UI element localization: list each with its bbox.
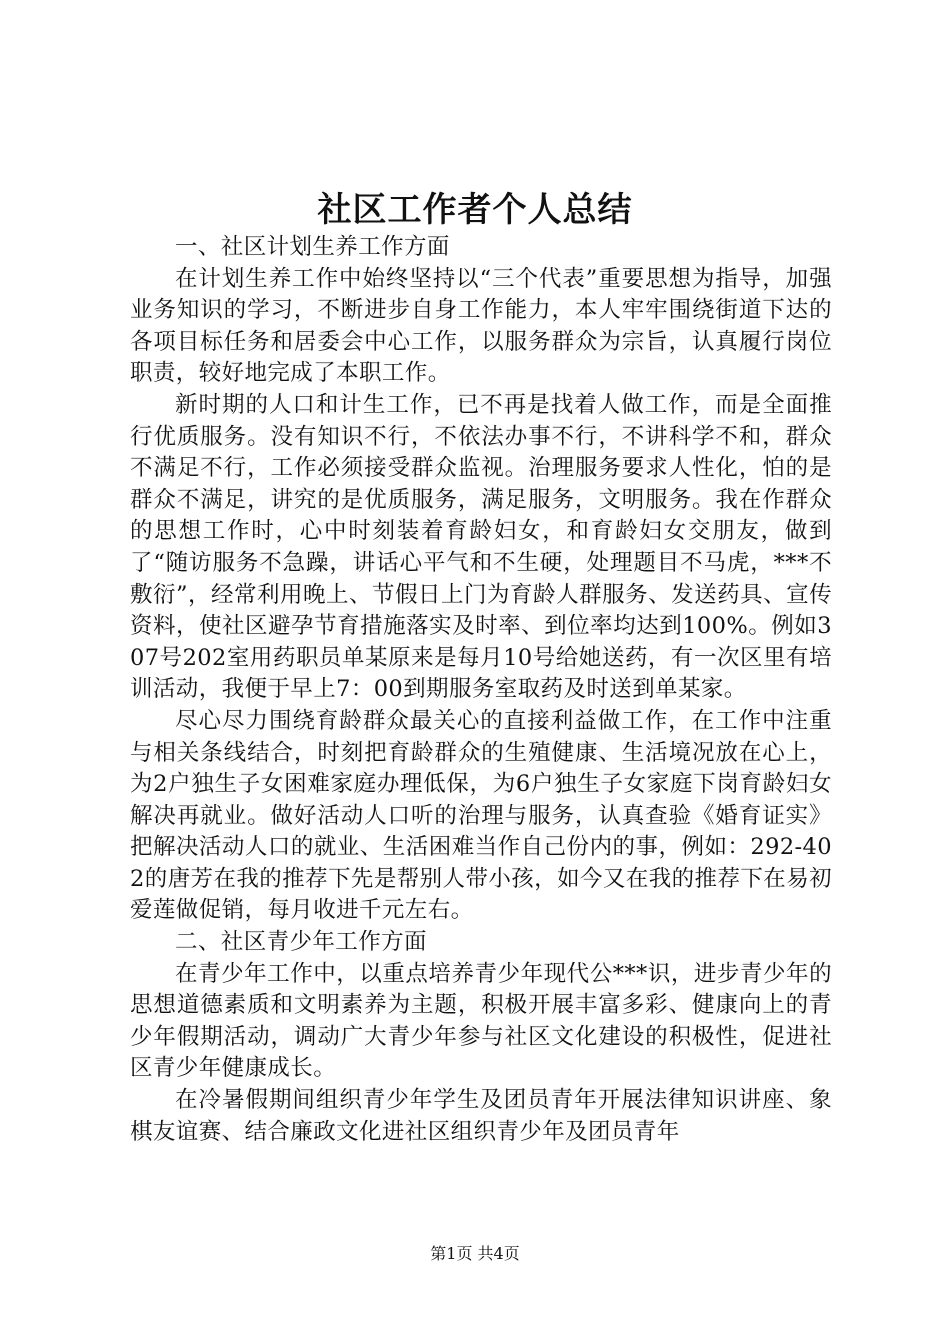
section-heading: 二、社区青少年工作方面 xyxy=(175,929,427,956)
paragraph: 尽心尽力围绕育龄群众最关心的直接利益做工作，在工作中注重与相关条线结合，时刻把育龄群众的生殖健康、生活境况放在心上，为2户独生子女困难家庭办理低保，为6户独生子女家庭下岗育龄妇女解决再就业。做好活动人口听的治理与服务，认真查验《婚育证实》把解决活动人口的就业、生活困难当作自己份内的事，例如：292-402的唐芳在我的推荐下先是帮别人带小孩，如今又在我的推荐下在易初爱莲做促销，每月收进千元左右。 xyxy=(130,707,832,924)
paragraph: 在计划生养工作中始终坚持以“三个代表”重要思想为指导，加强业务知识的学习，不断进步自身工作能力，本人牢牢围绕街道下达的各项目标任务和居委会中心工作，以服务群众为宗旨，认真履行岗位职责，较好地完成了本职工作。 xyxy=(130,265,832,387)
page-footer: 第1页 共4页 xyxy=(430,1244,520,1263)
paragraph: 在青少年工作中，以重点培养青少年现代公***识，进步青少年的思想道德素质和文明素养为主题，积极开展丰富多彩、健康向上的青少年假期活动，调动广大青少年参与社区文化建设的积极性，促进社区青少年健康成长。 xyxy=(130,960,832,1082)
section-heading: 一、社区计划生养工作方面 xyxy=(175,234,450,260)
document-title: 社区工作者个人总结 xyxy=(317,190,633,230)
paragraph: 在冷暑假期间组织青少年学生及团员青年开展法律知识讲座、象棋友谊赛、结合廉政文化进社区组织青少年及团员青年 xyxy=(130,1087,832,1145)
document-body xyxy=(130,232,832,1148)
paragraph: 新时期的人口和计生工作，已不再是找着人做工作，而是全面推行优质服务。没有知识不行，不依法办事不行，不讲科学不和，群众不满足不行，工作必须接受群众监视。治理服务要求人性化，怕的是群众不满足，讲究的是优质服务，满足服务，文明服务。我在作群众的思想工作时，心中时刻装着育龄妇女，和育龄妇女交朋友，做到了“随访服务不急躁，讲话心平气和不生硬，处理题目不马虎，***不敷衍”，经常利用晚上、节假日上门为育龄人群服务、发送药具、宣传资料，使社区避孕节育措施落实及时率、到位率均达到100%。例如307号202室用药职员单某原来是每月10号给她送药，有一次区里有培训活动，我便于早上7：00到期服务室取药及时送到单某家。 xyxy=(130,391,832,703)
